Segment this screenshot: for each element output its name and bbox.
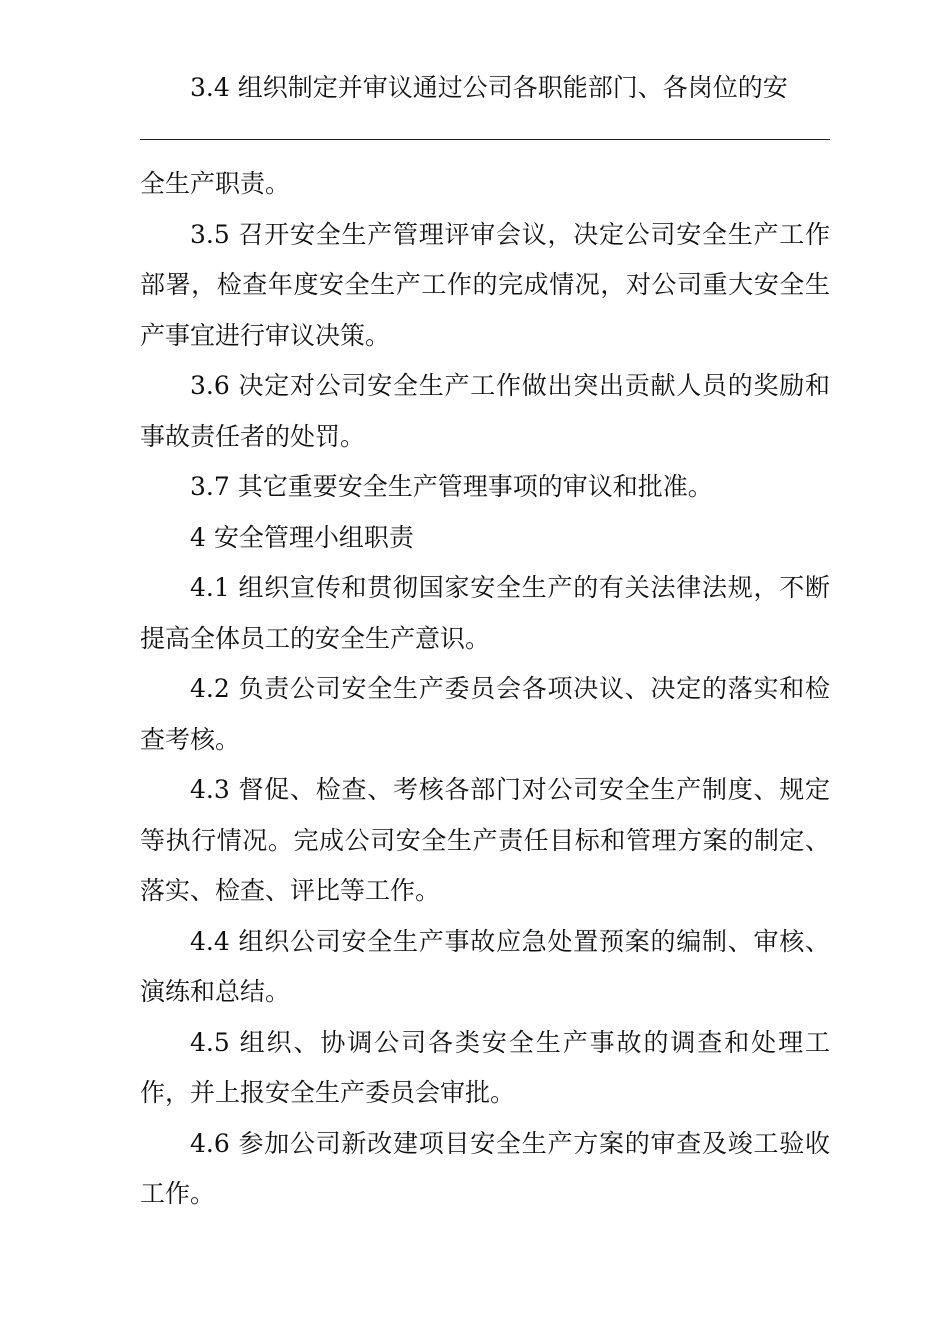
header-divider	[140, 139, 830, 140]
paragraph-continuation: 全生产职责。	[140, 169, 291, 198]
paragraph-3-5: 3.5 召开安全生产管理评审会议，决定公司安全生产工作部署，检查年度安全生产工作的完成情况，对公司重大安全生产事宜进行审议决策。	[140, 219, 830, 350]
paragraph-4-2: 4.2 负责公司安全生产委员会各项决议、决定的落实和检查考核。	[140, 674, 830, 754]
paragraph-3-6: 3.6 决定对公司安全生产工作做出突出贡献人员的奖励和事故责任者的处罚。	[140, 371, 830, 451]
header-text: 3.4 组织制定并审议通过公司各职能部门、各岗位的安	[190, 73, 788, 102]
section-heading-4: 4 安全管理小组职责	[190, 522, 414, 552]
paragraph-4-6: 4.6 参加公司新改建项目安全生产方案的审查及竣工验收工作。	[140, 1128, 830, 1208]
paragraph-3-7: 3.7 其它重要安全生产管理事项的审议和批准。	[190, 472, 713, 501]
paragraph-4-3: 4.3 督促、检查、考核各部门对公司安全生产制度、规定等执行情况。完成公司安全生产责任目标和管理方案的制定、落实、检查、评比等工作。	[140, 775, 830, 905]
paragraph-4-4: 4.4 组织公司安全生产事故应急处置预案的编制、审核、演练和总结。	[140, 926, 830, 1006]
document-body	[140, 159, 830, 1220]
paragraph-4-1: 4.1 组织宣传和贯彻国家安全生产的有关法律法规，不断提高全体员工的安全生产意识。	[140, 573, 830, 653]
paragraph-4-5: 4.5 组织、协调公司各类安全生产事故的调查和处理工作，并上报安全生产委员会审批。	[140, 1027, 830, 1107]
